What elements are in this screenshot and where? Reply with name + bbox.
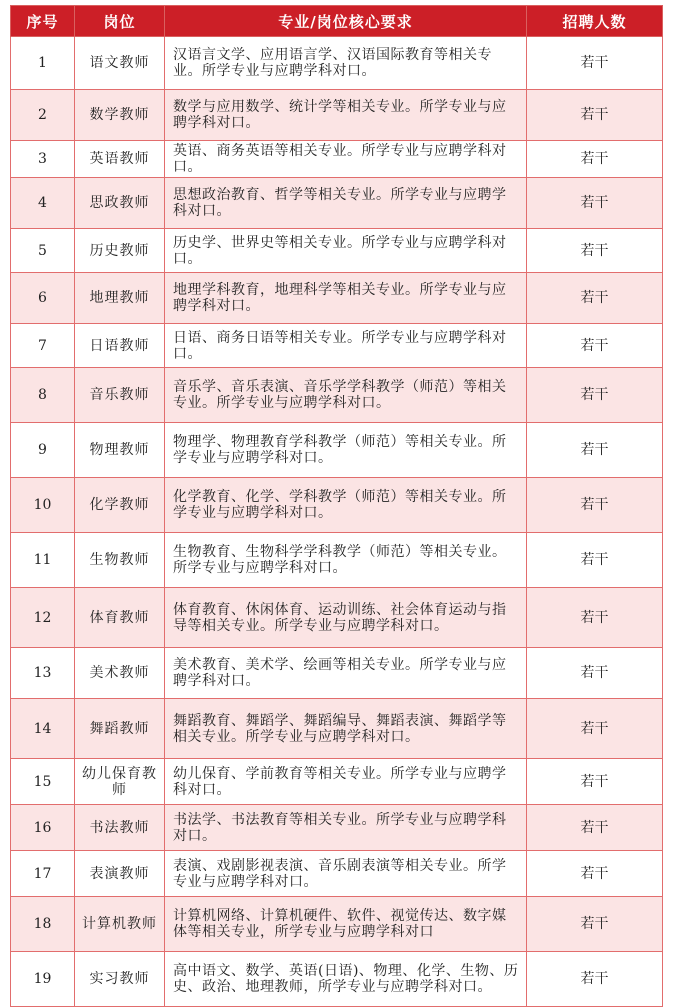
row-position: 英语教师	[75, 141, 165, 178]
row-count: 若干	[527, 805, 663, 851]
header-position: 岗位	[75, 6, 165, 37]
row-position: 美术教师	[75, 648, 165, 699]
row-requirement: 英语、商务英语等相关专业。所学专业与应聘学科对口。	[165, 141, 527, 178]
row-count: 若干	[527, 478, 663, 533]
header-count: 招聘人数	[527, 6, 663, 37]
row-index: 6	[11, 273, 75, 324]
row-count: 若干	[527, 648, 663, 699]
row-index: 18	[11, 897, 75, 952]
row-count: 若干	[527, 759, 663, 805]
row-count: 若干	[527, 699, 663, 759]
row-requirement: 历史学、世界史等相关专业。所学专业与应聘学科对口。	[165, 229, 527, 273]
row-index: 16	[11, 805, 75, 851]
row-index: 12	[11, 588, 75, 648]
table-row	[11, 368, 663, 423]
row-position: 计算机教师	[75, 897, 165, 952]
table-row	[11, 178, 663, 229]
table-row	[11, 588, 663, 648]
row-index: 5	[11, 229, 75, 273]
row-position: 思政教师	[75, 178, 165, 229]
row-requirement: 物理学、物理教育学科教学（师范）等相关专业。所学专业与应聘学科对口。	[165, 423, 527, 478]
table-row	[11, 699, 663, 759]
row-requirement: 表演、戏剧影视表演、音乐剧表演等相关专业。所学专业与应聘学科对口。	[165, 851, 527, 897]
row-requirement: 书法学、书法教育等相关专业。所学专业与应聘学科对口。	[165, 805, 527, 851]
row-position: 数学教师	[75, 90, 165, 141]
row-position: 地理教师	[75, 273, 165, 324]
row-index: 7	[11, 324, 75, 368]
header-index: 序号	[11, 6, 75, 37]
table-row	[11, 273, 663, 324]
row-position: 体育教师	[75, 588, 165, 648]
table-row	[11, 533, 663, 588]
row-requirement: 生物教育、生物科学学科教学（师范）等相关专业。所学专业与应聘学科对口。	[165, 533, 527, 588]
row-requirement: 舞蹈教育、舞蹈学、舞蹈编导、舞蹈表演、舞蹈学等相关专业。所学专业与应聘学科对口。	[165, 699, 527, 759]
table-row	[11, 648, 663, 699]
row-requirement: 地理学科教育，地理科学等相关专业。所学专业与应聘学科对口。	[165, 273, 527, 324]
row-requirement: 美术教育、美术学、绘画等相关专业。所学专业与应聘学科对口。	[165, 648, 527, 699]
row-position: 幼儿保育教师	[75, 759, 165, 805]
row-index: 3	[11, 141, 75, 178]
row-count: 若干	[527, 897, 663, 952]
row-count: 若干	[527, 423, 663, 478]
table-row	[11, 37, 663, 90]
row-requirement: 幼儿保育、学前教育等相关专业。所学专业与应聘学科对口。	[165, 759, 527, 805]
row-requirement: 化学教育、化学、学科教学（师范）等相关专业。所学专业与应聘学科对口。	[165, 478, 527, 533]
row-index: 8	[11, 368, 75, 423]
row-position: 表演教师	[75, 851, 165, 897]
row-requirement: 体育教育、休闲体育、运动训练、社会体育运动与指导等相关专业。所学专业与应聘学科对口。	[165, 588, 527, 648]
row-index: 11	[11, 533, 75, 588]
row-count: 若干	[527, 37, 663, 90]
row-index: 9	[11, 423, 75, 478]
row-position: 实习教师	[75, 952, 165, 1007]
row-position: 舞蹈教师	[75, 699, 165, 759]
row-index: 10	[11, 478, 75, 533]
row-index: 13	[11, 648, 75, 699]
row-requirement: 数学与应用数学、统计学等相关专业。所学专业与应聘学科对口。	[165, 90, 527, 141]
row-index: 17	[11, 851, 75, 897]
row-count: 若干	[527, 273, 663, 324]
row-count: 若干	[527, 851, 663, 897]
row-position: 音乐教师	[75, 368, 165, 423]
row-count: 若干	[527, 533, 663, 588]
row-position: 生物教师	[75, 533, 165, 588]
table-row	[11, 141, 663, 178]
row-requirement: 汉语言文学、应用语言学、汉语国际教育等相关专业。所学专业与应聘学科对口。	[165, 37, 527, 90]
table-row	[11, 423, 663, 478]
table-row	[11, 478, 663, 533]
row-count: 若干	[527, 229, 663, 273]
table-row	[11, 229, 663, 273]
table-header-row	[11, 6, 663, 37]
row-requirement: 音乐学、音乐表演、音乐学学科教学（师范）等相关专业。所学专业与应聘学科对口。	[165, 368, 527, 423]
row-count: 若干	[527, 952, 663, 1007]
header-requirement: 专业/岗位核心要求	[165, 6, 527, 37]
row-index: 2	[11, 90, 75, 141]
row-count: 若干	[527, 588, 663, 648]
row-requirement: 高中语文、数学、英语(日语)、物理、化学、生物、历史、政治、地理教师，所学专业与应聘学科对口。	[165, 952, 527, 1007]
row-position: 化学教师	[75, 478, 165, 533]
row-index: 14	[11, 699, 75, 759]
row-index: 19	[11, 952, 75, 1007]
row-requirement: 日语、商务日语等相关专业。所学专业与应聘学科对口。	[165, 324, 527, 368]
table-row	[11, 897, 663, 952]
row-count: 若干	[527, 90, 663, 141]
row-index: 1	[11, 37, 75, 90]
row-position: 语文教师	[75, 37, 165, 90]
row-position: 书法教师	[75, 805, 165, 851]
table-row	[11, 324, 663, 368]
row-count: 若干	[527, 324, 663, 368]
row-count: 若干	[527, 141, 663, 178]
recruitment-table	[10, 5, 663, 1007]
row-position: 日语教师	[75, 324, 165, 368]
table-row	[11, 90, 663, 141]
row-requirement: 思想政治教育、哲学等相关专业。所学专业与应聘学科对口。	[165, 178, 527, 229]
table-row	[11, 952, 663, 1007]
row-position: 物理教师	[75, 423, 165, 478]
row-index: 4	[11, 178, 75, 229]
row-requirement: 计算机网络、计算机硬件、软件、视觉传达、数字媒体等相关专业，所学专业与应聘学科对口	[165, 897, 527, 952]
table-row	[11, 851, 663, 897]
table-row	[11, 759, 663, 805]
row-index: 15	[11, 759, 75, 805]
row-count: 若干	[527, 368, 663, 423]
table-row	[11, 805, 663, 851]
row-count: 若干	[527, 178, 663, 229]
row-position: 历史教师	[75, 229, 165, 273]
